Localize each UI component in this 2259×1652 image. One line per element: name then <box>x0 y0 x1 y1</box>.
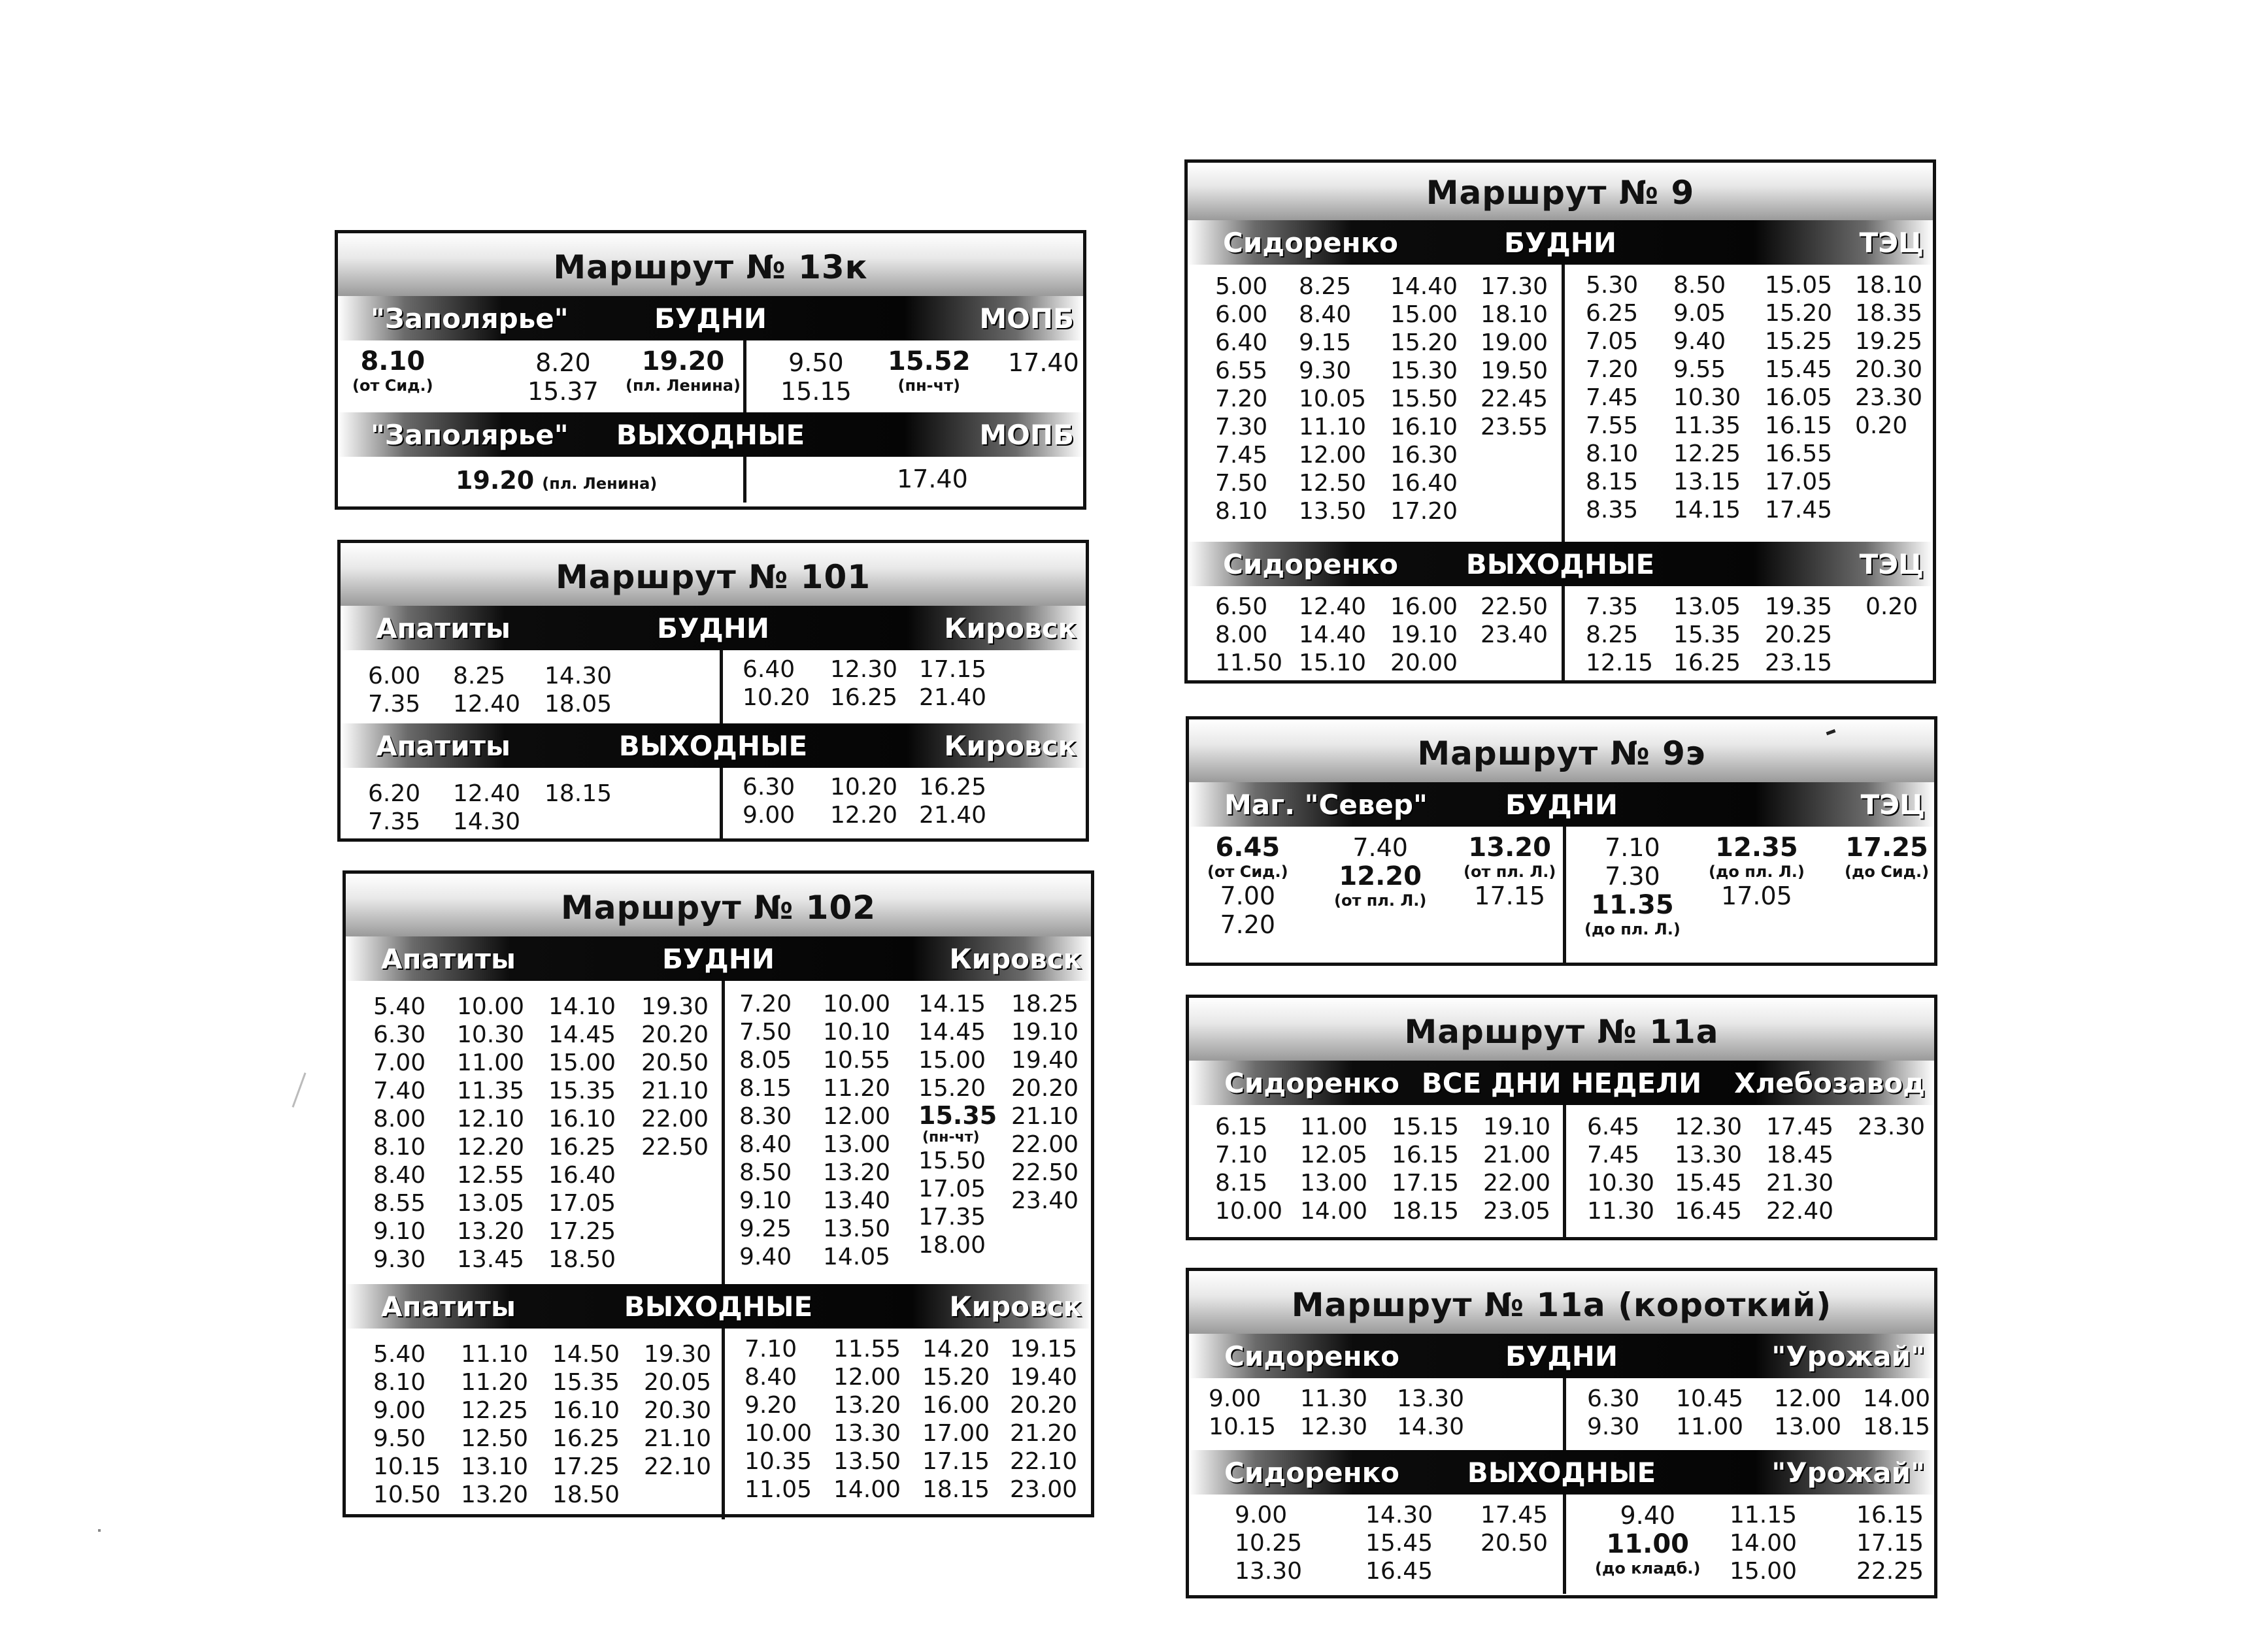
timetable-cell: 19.20 (пл. Ленина) <box>456 466 658 495</box>
timetable-column: 11.10 11.20 12.25 12.50 13.10 13.20 <box>461 1341 529 1508</box>
timetable-column: 12.40 14.30 <box>453 780 521 835</box>
route-11a-table <box>1189 1105 1934 1237</box>
route-9-weekends-header <box>1188 542 1933 586</box>
weekdays-label: БУДНИ <box>1505 789 1618 821</box>
timetable-column: 11.15 14.00 15.00 <box>1730 1502 1798 1585</box>
timetable-column: 15.15 16.15 17.15 18.15 <box>1392 1114 1460 1225</box>
from-stop: Сидоренко <box>1223 548 1398 580</box>
from-stop: Сидоренко <box>1223 227 1398 259</box>
timetable-column: 0.20 <box>1866 593 1918 620</box>
timetable-column: 13.05 15.35 16.25 <box>1673 593 1741 676</box>
timetable-column: 6.30 9.00 <box>743 774 795 829</box>
route-9e-title: Маршрут № 9э <box>1189 719 1934 782</box>
timetable-column: 13.30 14.30 <box>1397 1385 1465 1440</box>
timetable-cell: 17.40 <box>897 465 968 493</box>
timetable-column: 19.35 20.25 23.15 <box>1765 593 1833 676</box>
to-stop: Кировск <box>949 943 1082 975</box>
timetable-column: 18.15 <box>544 780 612 807</box>
timetable-column: 17.30 18.10 19.00 19.50 22.45 23.55 <box>1481 273 1548 440</box>
from-stop: Апатиты <box>376 730 510 762</box>
from-stop: Апатиты <box>381 1291 516 1323</box>
timetable-column: 18.25 19.10 19.40 20.20 21.10 22.00 22.50 23.40 <box>1011 991 1079 1214</box>
route-102-weekdays-table <box>346 981 1091 1284</box>
route-9e-weekdays-table <box>1189 827 1934 963</box>
weekends-label: ВЫХОДНЫЕ <box>618 730 808 762</box>
timetable-cell: 7.10 7.30 11.35 (до пл. Л.) <box>1584 833 1681 938</box>
to-stop: ТЭЦ <box>1859 548 1924 580</box>
weekends-label: ВЫХОДНЫЕ <box>1465 548 1655 580</box>
timetable-column: 6.50 8.00 11.50 <box>1215 593 1283 676</box>
timetable-column: 10.45 11.00 <box>1676 1385 1744 1440</box>
route-101-card <box>337 540 1089 842</box>
timetable-column: 8.50 9.05 9.40 9.55 10.30 11.35 12.25 13.15 14.15 <box>1673 272 1741 523</box>
route-101-weekends-header <box>341 723 1086 768</box>
to-stop: ТЭЦ <box>1859 227 1924 259</box>
scan-speck <box>292 1072 307 1108</box>
route-9-weekdays-header <box>1188 220 1933 265</box>
timetable-column: 16.25 21.40 <box>919 774 987 829</box>
route-13k-weekends-table <box>338 457 1083 503</box>
from-stop: Сидоренко <box>1224 1457 1399 1489</box>
timetable-column: 14.30 15.45 16.45 <box>1365 1502 1433 1585</box>
timetable-column: 6.45 7.45 10.30 11.30 <box>1587 1114 1655 1225</box>
weekends-label: ВЫХОДНЫЕ <box>616 419 805 451</box>
route-101-weekdays-table <box>341 650 1086 723</box>
timetable-column: 14.15 14.45 15.00 15.20 15.35 (пн-чт) 15.50 17.05 17.35 18.00 <box>918 991 997 1259</box>
route-11a-short-weekdays-table <box>1189 1378 1934 1450</box>
from-stop: Сидоренко <box>1224 1340 1399 1372</box>
timetable-cell: 13.20 (от пл. Л.) 17.15 <box>1464 833 1556 910</box>
timetable-column: 6.40 10.20 <box>743 656 811 711</box>
route-102-weekends-header <box>346 1284 1091 1329</box>
timetable-column: 17.45 20.50 <box>1481 1502 1548 1557</box>
timetable-column: 12.40 14.40 15.10 <box>1299 593 1367 676</box>
weekdays-label: БУДНИ <box>1505 1340 1618 1372</box>
timetable-cell: 7.40 12.20 (от пл. Л.) <box>1334 833 1427 910</box>
route-102-weekdays-header <box>346 936 1091 981</box>
timetable-column: 9.00 10.15 <box>1209 1385 1277 1440</box>
weekdays-label: БУДНИ <box>654 303 767 335</box>
to-stop: Хлебозавод <box>1734 1067 1925 1099</box>
timetable-column: 15.05 15.20 15.25 15.45 16.05 16.15 16.55 17.05 17.45 <box>1765 272 1833 523</box>
timetable-column: 11.30 12.30 <box>1300 1385 1368 1440</box>
to-stop: Кировск <box>944 612 1077 644</box>
route-9-weekdays-table <box>1188 265 1933 542</box>
route-101-weekdays-header <box>341 606 1086 650</box>
to-stop: "Урожай" <box>1771 1457 1925 1489</box>
timetable-cell: 8.10 (от Сид.) <box>352 346 433 395</box>
route-11a-short-weekends-header <box>1189 1450 1934 1495</box>
timetable-column: 5.40 8.10 9.00 9.50 10.15 10.50 <box>373 1341 441 1508</box>
timetable-note: (пн-чт) <box>922 1129 980 1146</box>
route-9e-weekdays-header <box>1189 782 1934 827</box>
timetable-column: 8.25 12.40 <box>453 663 521 718</box>
route-11a-short-weekdays-header <box>1189 1334 1934 1378</box>
weekdays-label: БУДНИ <box>661 943 775 975</box>
route-102-title: Маршрут № 102 <box>346 874 1091 936</box>
timetable-column: 11.00 12.05 13.00 14.00 <box>1300 1114 1368 1225</box>
timetable-column: 6.30 9.30 <box>1587 1385 1640 1440</box>
to-stop: МОПБ <box>979 419 1074 451</box>
timetable-column: 8.25 8.40 9.15 9.30 10.05 11.10 12.00 12.50 13.50 <box>1299 273 1367 525</box>
timetable-column: 5.30 6.25 7.05 7.20 7.45 7.55 8.10 8.15 8.35 <box>1586 272 1639 523</box>
timetable-column: 23.30 <box>1858 1114 1926 1140</box>
timetable-column: 5.00 6.00 6.40 6.55 7.20 7.30 7.45 7.50 8.10 <box>1215 273 1268 525</box>
route-11a-header <box>1189 1061 1934 1105</box>
scan-speck <box>98 1529 101 1532</box>
timetable-column: 6.15 7.10 8.15 10.00 <box>1215 1114 1283 1225</box>
route-9-weekends-table <box>1188 586 1933 682</box>
route-11a-short-title: Маршрут № 11а (короткий) <box>1189 1271 1934 1334</box>
to-stop: МОПБ <box>979 303 1074 335</box>
timetable-column: 10.00 10.10 10.55 11.20 12.00 13.00 13.20 13.40 13.50 14.05 <box>823 991 891 1270</box>
route-11a-short-card <box>1186 1268 1937 1598</box>
timetable-column: 16.15 17.15 22.25 <box>1856 1502 1924 1585</box>
timetable-column: 19.15 19.40 20.20 21.20 22.10 23.00 <box>1010 1336 1078 1503</box>
timetable-column: 7.10 8.40 9.20 10.00 10.35 11.05 <box>745 1336 812 1503</box>
timetable-column: 17.45 18.45 21.30 22.40 <box>1766 1114 1834 1225</box>
from-stop: Апатиты <box>381 943 516 975</box>
to-stop: ТЭЦ <box>1860 789 1925 821</box>
weekdays-label: БУДНИ <box>656 612 770 644</box>
route-101-weekends-table <box>341 768 1086 841</box>
timetable-column: 16.00 19.10 20.00 <box>1390 593 1458 676</box>
route-9-card <box>1184 159 1936 684</box>
timetable-column: 14.50 15.35 16.10 16.25 17.25 18.50 <box>552 1341 620 1508</box>
timetable-column: 17.15 21.40 <box>919 656 987 711</box>
timetable-column: 14.40 15.00 15.20 15.30 15.50 16.10 16.30 16.40 17.20 <box>1390 273 1458 525</box>
timetable-column: 5.40 6.30 7.00 7.40 8.00 8.10 8.40 8.55 9.10 9.30 <box>373 993 426 1273</box>
timetable-column: 19.10 21.00 22.00 23.05 <box>1483 1114 1551 1225</box>
timetable-column: 10.20 12.20 <box>830 774 898 829</box>
route-11a-title: Маршрут № 11а <box>1189 998 1934 1061</box>
to-stop: Кировск <box>949 1291 1082 1323</box>
timetable-column: 22.50 23.40 <box>1481 593 1548 648</box>
route-13k-weekdays-table <box>338 340 1083 412</box>
timetable-column: 14.30 18.05 <box>544 663 612 718</box>
timetable-cell: 17.40 <box>1008 348 1079 377</box>
route-11a-card <box>1186 995 1937 1240</box>
route-102-card <box>343 870 1094 1517</box>
timetable-column: 12.30 16.25 <box>830 656 898 711</box>
timetable-column: 7.20 7.50 8.05 8.15 8.30 8.40 8.50 9.10 9.25 9.40 <box>739 991 792 1270</box>
timetable-cell: 9.40 11.00 (до кладб.) <box>1595 1501 1701 1578</box>
timetable-cell: 9.50 15.15 <box>780 348 852 406</box>
weekends-label: ВЫХОДНЫЕ <box>624 1291 813 1323</box>
from-stop: Апатиты <box>376 612 510 644</box>
route-102-weekends-table <box>346 1329 1091 1519</box>
timetable-column: 14.20 15.20 16.00 17.00 17.15 18.15 <box>922 1336 990 1503</box>
timetable-column: 14.00 18.15 <box>1863 1385 1931 1440</box>
timetable-column: 12.00 13.00 <box>1774 1385 1842 1440</box>
timetable-column: 7.35 8.25 12.15 <box>1586 593 1654 676</box>
timetable-column: 10.00 10.30 11.00 11.35 12.10 12.20 12.55 13.05 13.20 13.45 <box>457 993 525 1273</box>
timetable-column: 18.10 18.35 19.25 20.30 23.30 0.20 <box>1855 272 1923 439</box>
timetable-column: 6.00 7.35 <box>368 663 421 718</box>
timetable-cell: 12.35 (до пл. Л.) 17.05 <box>1709 833 1805 910</box>
route-101-title: Маршрут № 101 <box>341 543 1086 606</box>
all-days-label: ВСЕ ДНИ НЕДЕЛИ <box>1421 1067 1702 1099</box>
timetable-column: 11.55 12.00 13.20 13.30 13.50 14.00 <box>833 1336 901 1503</box>
from-stop: Маг. "Север" <box>1224 789 1428 821</box>
timetable-column: 19.30 20.05 20.30 21.10 22.10 <box>644 1341 712 1480</box>
timetable-cell: 15.52 (пн-чт) <box>888 346 971 395</box>
timetable-cell: 8.20 15.37 <box>527 348 599 406</box>
timetable-cell: 17.25 (до Сид.) <box>1845 833 1930 881</box>
from-stop: Сидоренко <box>1224 1067 1399 1099</box>
timetable-column: 12.30 13.30 15.45 16.45 <box>1675 1114 1743 1225</box>
to-stop: Кировск <box>944 730 1077 762</box>
weekends-label: ВЫХОДНЫЕ <box>1467 1457 1656 1489</box>
route-9e-card <box>1186 716 1937 966</box>
route-9-title: Маршрут № 9 <box>1188 163 1933 220</box>
to-stop: "Урожай" <box>1771 1340 1925 1372</box>
from-stop: "Заполярье" <box>371 419 569 451</box>
from-stop: "Заполярье" <box>371 303 569 335</box>
timetable-cell: 19.20 (пл. Ленина) <box>626 346 741 395</box>
timetable-cell: 6.45 (от Сид.) 7.00 7.20 <box>1207 833 1288 939</box>
route-11a-short-weekends-table <box>1189 1495 1934 1594</box>
route-13k-weekdays-header <box>338 296 1083 340</box>
timetable-column: 9.00 10.25 13.30 <box>1235 1502 1303 1585</box>
route-13k-title: Маршрут № 13к <box>338 233 1083 296</box>
route-13k-weekends-header <box>338 412 1083 457</box>
timetable-column: 14.10 14.45 15.00 15.35 16.10 16.25 16.40 17.05 17.25 18.50 <box>548 993 616 1273</box>
timetable-column: 19.30 20.20 20.50 21.10 22.00 22.50 <box>641 993 709 1161</box>
timetable-column: 6.20 7.35 <box>368 780 421 835</box>
weekdays-label: БУДНИ <box>1503 227 1617 259</box>
route-13k-card <box>335 230 1086 510</box>
timetable-cell-special: 15.35 <box>918 1101 997 1130</box>
